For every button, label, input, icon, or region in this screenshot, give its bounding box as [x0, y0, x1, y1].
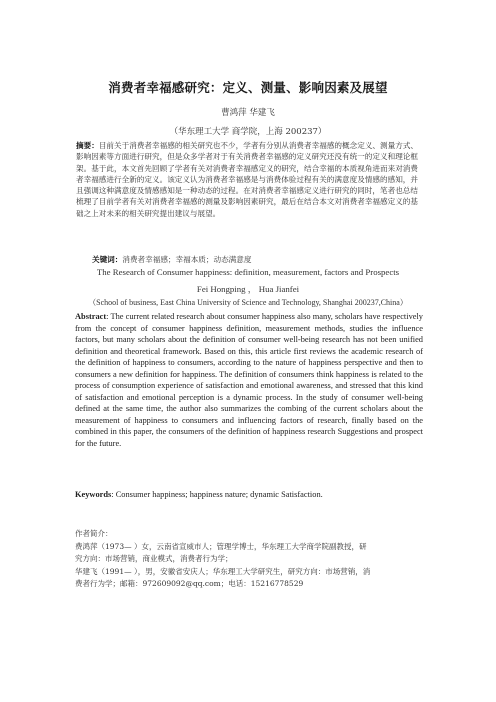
- author-info-line: 费者行为学；邮箱：972609092@qq.com；电话：15216778529: [75, 579, 304, 589]
- keywords-en-label: Keywords: [75, 490, 112, 499]
- paper-title: 消费者幸福感研究：定义、测量、影响因素及展望: [108, 80, 388, 95]
- author-info-line: 费鸿萍（1973— ）女，云南省宣威市人；管理学博士，华东理工大学商学院副教授，研: [75, 541, 367, 551]
- abstract-cn: [76, 140, 418, 219]
- abstract-cn-text: 目前关于消费者幸福感的相关研究也不少，学者有分别从消费者幸福感的概念定义、测量方式、影响因素等方面进行研究，但是众多学者对于有关消费者幸福感的定义研究还没有统一的定义和理论框架。基于此，本文首先回顾了学者有关对消费者幸福感定义的研究，结合幸福的本质视角进而来对消费者幸福感进行全新的定义。该定义认为消费者幸福感是与消费体验过程有关的满意度及情感的感知，并且强调这种满意度及情感感知是一种动态的过程。在对消费者幸福感定义进行研究的同时，笔者也总结梳理了目前学者有关对消费者幸福感的测量及影响因素研究，最后在结合本文对消费者幸福感定义的基础之上对未来的相关研究提出建议与展望。: [76, 141, 419, 218]
- authors-cn: 曹鸿萍 华建飞: [221, 108, 275, 118]
- keywords-cn-text: 消费者幸福感；幸福本质；动态满意度: [122, 255, 252, 264]
- abstract-en-label: Abstract: [75, 312, 107, 321]
- abstract-cn-label: 摘要：: [76, 141, 99, 150]
- abstract-en-text: : The current related research about consumer happiness also many, scholars have respectively from the concept of consumer happiness definition, measurement methods, studies the influence factors, but many scholars about the definition of consumer well-being research has not been unified definition and theoretical framework. Based on this, this article first reviews the academic research of the definition of happiness to consumers, according to the nature of happiness perspective and then to consumers a new definition for happiness. The definition of consumers think happiness is related to the process of consumption experience of satisfaction and emotional awareness, and stressed that this kind of satisfaction and emotional perception is a dynamic process. In the study of consumer well-being defined at the same time, the author also summarizes the combing of the current scholars about the measurement of happiness to consumers and influencing factors of research, finally based on the combined in this paper, the consumers of the definition of happiness research Suggestions and prospect for the future.: [75, 312, 423, 448]
- keywords-cn: [92, 254, 422, 265]
- authors-en: Fei Hongping ， Hua Jianfei: [196, 284, 300, 294]
- author-info-line: 华建飞（1991— ），男，安徽省安庆人；华东理工大学研究生，研究方向：市场营销，消: [75, 566, 371, 576]
- keywords-en: [75, 490, 423, 499]
- paper-title-en: The Research of Consumer happiness: definition, measurement, factors and Prospects: [96, 267, 400, 277]
- author-info: [75, 528, 425, 591]
- author-info-line: 究方向：市场营销，商业模式，消费者行为学；: [75, 554, 233, 564]
- author-info-heading: 作者简介：: [75, 529, 113, 538]
- affiliation-en: （School of business, East China University of Science and Technology, Shanghai 200237,China）: [88, 298, 408, 307]
- keywords-en-text: : Consumer happiness; happiness nature; dynamic Satisfaction.: [111, 490, 323, 499]
- abstract-en: [75, 311, 423, 449]
- keywords-cn-label: 关键词：: [92, 255, 123, 264]
- affiliation-cn: （华东理工大学 商学院，上海 200237）: [169, 127, 327, 137]
